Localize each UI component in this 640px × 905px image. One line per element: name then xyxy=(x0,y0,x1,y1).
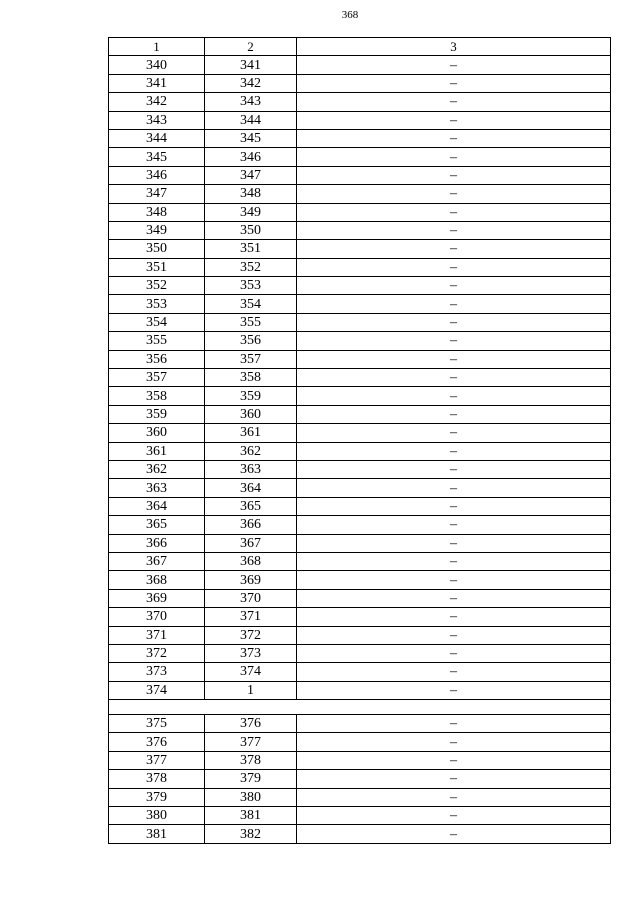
table-cell: 366 xyxy=(109,534,205,552)
table-row xyxy=(109,240,611,258)
table-cell: – xyxy=(297,313,611,331)
table-row xyxy=(109,313,611,331)
table-cell: 368 xyxy=(205,552,297,570)
table-cell: 342 xyxy=(109,93,205,111)
table-cell: 354 xyxy=(109,313,205,331)
table-cell: – xyxy=(297,295,611,313)
table-cell: 365 xyxy=(205,497,297,515)
column-header: 3 xyxy=(297,38,611,56)
table-row xyxy=(109,644,611,662)
table-cell: 351 xyxy=(205,240,297,258)
table-cell: 357 xyxy=(205,350,297,368)
table-cell: – xyxy=(297,479,611,497)
table-cell: 349 xyxy=(109,221,205,239)
data-table xyxy=(108,37,611,844)
table-cell: – xyxy=(297,733,611,751)
table-row xyxy=(109,148,611,166)
page-number: 368 xyxy=(341,9,359,21)
table-cell: 371 xyxy=(109,626,205,644)
table-cell: – xyxy=(297,350,611,368)
table-cell: – xyxy=(297,589,611,607)
table-row xyxy=(109,93,611,111)
table-cell: 359 xyxy=(109,405,205,423)
table-cell: 361 xyxy=(205,424,297,442)
table-cell: 354 xyxy=(205,295,297,313)
table-cell: – xyxy=(297,442,611,460)
table-cell: 347 xyxy=(109,185,205,203)
table-row xyxy=(109,589,611,607)
table-cell: – xyxy=(297,825,611,843)
table-cell: 356 xyxy=(109,350,205,368)
table-cell: 341 xyxy=(109,74,205,92)
table-row xyxy=(109,681,611,699)
table-row xyxy=(109,129,611,147)
table-row xyxy=(109,825,611,843)
table-cell: – xyxy=(297,516,611,534)
table-row xyxy=(109,56,611,74)
table-cell: 364 xyxy=(109,497,205,515)
table-cell: 357 xyxy=(109,369,205,387)
table-cell: 349 xyxy=(205,203,297,221)
table-cell: 343 xyxy=(205,93,297,111)
table-cell: 381 xyxy=(109,825,205,843)
table-cell: – xyxy=(297,387,611,405)
table-cell: 371 xyxy=(205,608,297,626)
table-cell: – xyxy=(297,405,611,423)
table-row xyxy=(109,424,611,442)
table-cell: – xyxy=(297,497,611,515)
table-cell: 351 xyxy=(109,258,205,276)
table-cell: 380 xyxy=(205,788,297,806)
table-cell: 1 xyxy=(205,681,297,699)
table-row xyxy=(109,552,611,570)
table-cell: 358 xyxy=(109,387,205,405)
table-row xyxy=(109,663,611,681)
table-cell: – xyxy=(297,93,611,111)
table-cell: 376 xyxy=(205,715,297,733)
table-cell: – xyxy=(297,571,611,589)
table-cell: – xyxy=(297,552,611,570)
table-cell: 367 xyxy=(205,534,297,552)
table-cell: 346 xyxy=(109,166,205,184)
table-cell: 374 xyxy=(109,681,205,699)
table-row xyxy=(109,608,611,626)
table-cell: – xyxy=(297,332,611,350)
table-row xyxy=(109,405,611,423)
table-row xyxy=(109,166,611,184)
table-row xyxy=(109,715,611,733)
table-cell: 361 xyxy=(109,442,205,460)
table-cell: 350 xyxy=(109,240,205,258)
table-cell: – xyxy=(297,185,611,203)
table-cell: – xyxy=(297,644,611,662)
table-cell: 345 xyxy=(205,129,297,147)
table-cell: – xyxy=(297,460,611,478)
table-cell: 382 xyxy=(205,825,297,843)
table-cell: 343 xyxy=(109,111,205,129)
table-row xyxy=(109,442,611,460)
table-body xyxy=(109,38,611,844)
table-cell: – xyxy=(297,626,611,644)
table-cell: 374 xyxy=(205,663,297,681)
table-cell: 376 xyxy=(109,733,205,751)
table-row xyxy=(109,479,611,497)
table-row xyxy=(109,295,611,313)
table-cell: – xyxy=(297,258,611,276)
table-cell: – xyxy=(297,111,611,129)
column-header: 1 xyxy=(109,38,205,56)
table-row xyxy=(109,788,611,806)
table-cell: – xyxy=(297,751,611,769)
table-cell: 348 xyxy=(109,203,205,221)
table-row xyxy=(109,626,611,644)
table-row xyxy=(109,111,611,129)
table-row xyxy=(109,460,611,478)
table-row xyxy=(109,221,611,239)
table-cell: 359 xyxy=(205,387,297,405)
table-cell: 372 xyxy=(205,626,297,644)
table-row xyxy=(109,497,611,515)
table-cell: 367 xyxy=(109,552,205,570)
table-row xyxy=(109,571,611,589)
table-cell: – xyxy=(297,277,611,295)
table-cell: – xyxy=(297,788,611,806)
table-cell: – xyxy=(297,221,611,239)
table-cell: 350 xyxy=(205,221,297,239)
table-cell: 381 xyxy=(205,807,297,825)
table-gap-row xyxy=(109,700,611,715)
table-header-row xyxy=(109,38,611,56)
table-cell: 370 xyxy=(109,608,205,626)
table-cell: 375 xyxy=(109,715,205,733)
table-cell: 356 xyxy=(205,332,297,350)
table-cell: – xyxy=(297,424,611,442)
table-row xyxy=(109,277,611,295)
table-row xyxy=(109,770,611,788)
table-cell: 364 xyxy=(205,479,297,497)
table-cell: 380 xyxy=(109,807,205,825)
column-header: 2 xyxy=(205,38,297,56)
table-row xyxy=(109,751,611,769)
table-cell: – xyxy=(297,148,611,166)
table-cell: – xyxy=(297,663,611,681)
table-cell: 353 xyxy=(205,277,297,295)
table-cell: 369 xyxy=(205,571,297,589)
table-cell: 366 xyxy=(205,516,297,534)
table-cell: 362 xyxy=(109,460,205,478)
table-cell: 345 xyxy=(109,148,205,166)
table-cell: 353 xyxy=(109,295,205,313)
table-cell: 360 xyxy=(109,424,205,442)
table-cell: 378 xyxy=(205,751,297,769)
table-row xyxy=(109,258,611,276)
table-cell: – xyxy=(297,534,611,552)
data-table-container xyxy=(108,37,610,844)
table-cell: 348 xyxy=(205,185,297,203)
table-gap-cell xyxy=(109,700,611,715)
table-cell: 352 xyxy=(109,277,205,295)
table-row xyxy=(109,516,611,534)
table-cell: 365 xyxy=(109,516,205,534)
table-cell: – xyxy=(297,56,611,74)
table-row xyxy=(109,332,611,350)
table-cell: 344 xyxy=(205,111,297,129)
table-row xyxy=(109,807,611,825)
table-row xyxy=(109,350,611,368)
table-cell: 358 xyxy=(205,369,297,387)
table-cell: 379 xyxy=(109,788,205,806)
table-cell: 341 xyxy=(205,56,297,74)
table-cell: – xyxy=(297,166,611,184)
table-cell: – xyxy=(297,74,611,92)
table-cell: – xyxy=(297,369,611,387)
table-cell: – xyxy=(297,608,611,626)
table-cell: – xyxy=(297,807,611,825)
table-row xyxy=(109,203,611,221)
table-row xyxy=(109,369,611,387)
table-cell: 377 xyxy=(109,751,205,769)
table-cell: 362 xyxy=(205,442,297,460)
table-cell: – xyxy=(297,129,611,147)
table-cell: – xyxy=(297,715,611,733)
table-row xyxy=(109,733,611,751)
table-cell: 340 xyxy=(109,56,205,74)
table-cell: 378 xyxy=(109,770,205,788)
table-row xyxy=(109,74,611,92)
table-cell: 372 xyxy=(109,644,205,662)
table-cell: 369 xyxy=(109,589,205,607)
table-cell: – xyxy=(297,770,611,788)
table-cell: 355 xyxy=(205,313,297,331)
table-cell: 373 xyxy=(205,644,297,662)
table-cell: 355 xyxy=(109,332,205,350)
table-cell: – xyxy=(297,240,611,258)
table-cell: 363 xyxy=(205,460,297,478)
table-cell: 360 xyxy=(205,405,297,423)
table-cell: 363 xyxy=(109,479,205,497)
table-row xyxy=(109,534,611,552)
table-cell: 373 xyxy=(109,663,205,681)
table-cell: 344 xyxy=(109,129,205,147)
table-cell: 379 xyxy=(205,770,297,788)
table-cell: 377 xyxy=(205,733,297,751)
table-cell: 352 xyxy=(205,258,297,276)
table-cell: 342 xyxy=(205,74,297,92)
table-cell: 370 xyxy=(205,589,297,607)
table-cell: 347 xyxy=(205,166,297,184)
table-row xyxy=(109,185,611,203)
table-cell: 368 xyxy=(109,571,205,589)
table-cell: – xyxy=(297,681,611,699)
table-cell: 346 xyxy=(205,148,297,166)
table-cell: – xyxy=(297,203,611,221)
table-row xyxy=(109,387,611,405)
